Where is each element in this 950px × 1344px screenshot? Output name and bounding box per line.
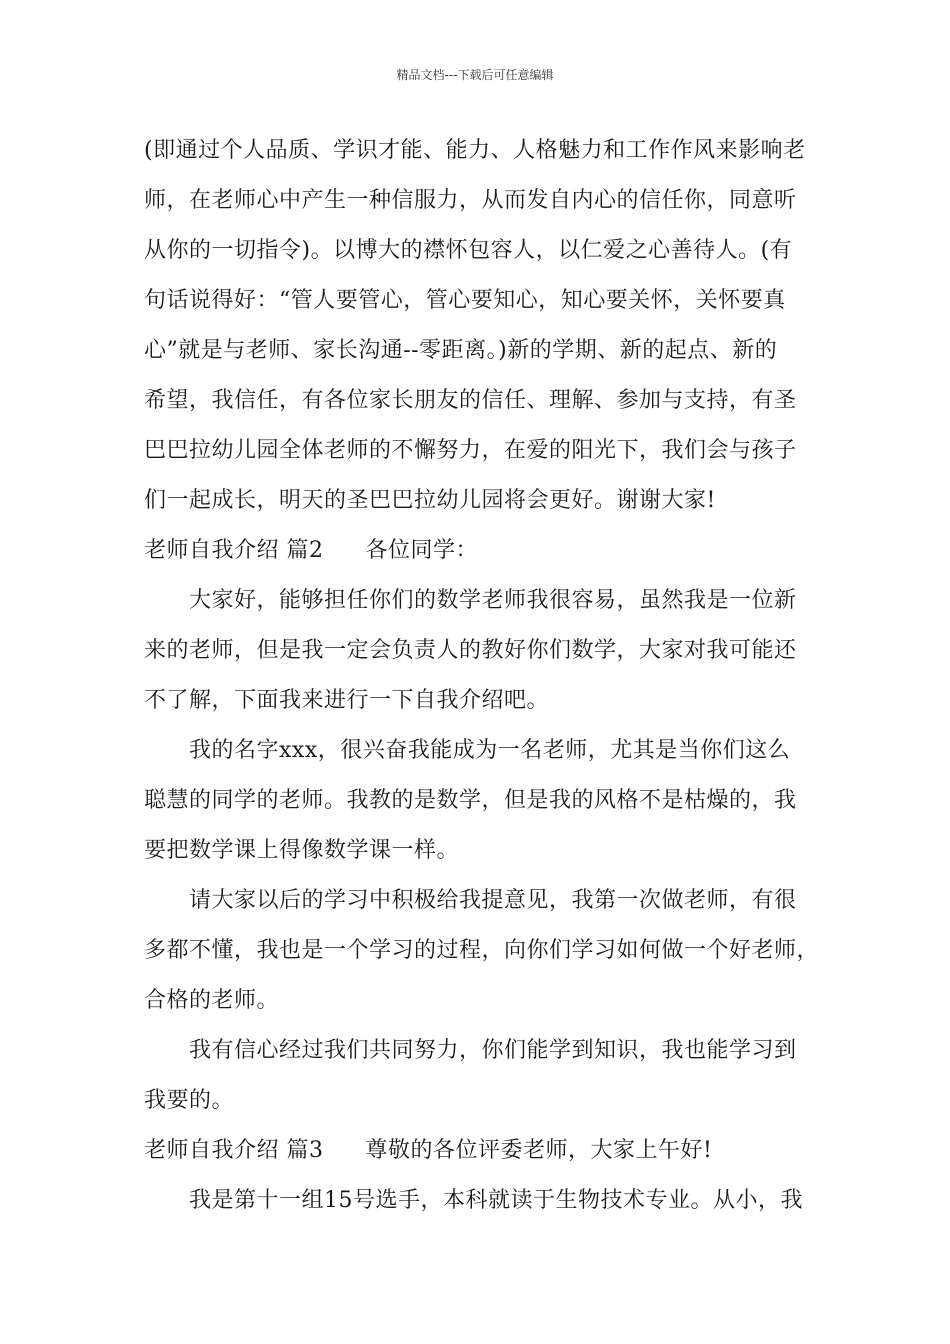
paragraph-line: 多都不懂，我也是一个学习的过程，向你们学习如何做一个好老师，: [144, 938, 820, 963]
paragraph-line: 合格的老师。: [144, 988, 280, 1013]
paragraph-line: 心”就是与老师、家长沟通--零距离。)新的学期、新的起点、新的: [144, 338, 778, 363]
section-heading-line: [144, 526, 824, 576]
paragraph-line: 我有信心经过我们共同努力，你们能学到知识，我也能学习到: [189, 1038, 797, 1063]
paragraph-line: 不了解，下面我来进行一下自我介绍吧。: [144, 688, 550, 713]
section-3-greeting: 尊敬的各位评委老师，大家上午好!: [365, 1138, 713, 1163]
document-body: [144, 126, 824, 1226]
section-heading-line: [144, 1126, 824, 1176]
paragraph-line: 大家好，能够担任你们的数学老师我很容易，虽然我是一位新: [189, 588, 797, 613]
paragraph-line: 希望，我信任，有各位家长朋友的信任、理解、参加与支持，有圣: [144, 388, 797, 413]
page-header: 精品文档---下载后可任意编辑: [396, 68, 554, 82]
paragraph-line: 我要的。: [144, 1088, 235, 1113]
paragraph-line: 要把数学课上得像数学课一样。: [144, 838, 460, 863]
section-2-greeting: 各位同学：: [365, 538, 479, 563]
paragraph-line: 师，在老师心中产生一种信服力，从而发自内心的信任你，同意听: [144, 188, 797, 213]
paragraph-line: 我是第十一组15号选手，本科就读于生物技术专业。从小，我: [189, 1188, 803, 1213]
paragraph-line: 巴巴拉幼儿园全体老师的不懈努力，在爱的阳光下，我们会与孩子: [144, 438, 797, 463]
paragraph-line: 们一起成长，明天的圣巴巴拉幼儿园将会更好。谢谢大家!: [144, 488, 716, 513]
paragraph-line: 聪慧的同学的老师。我教的是数学，但是我的风格不是枯燥的，我: [144, 788, 797, 813]
section-2-heading: 老师自我介绍 篇2: [144, 538, 324, 563]
paragraph-line: 句话说得好：“管人要管心，管心要知心，知心要关怀，关怀要真: [144, 288, 786, 313]
section-3-heading: 老师自我介绍 篇3: [144, 1138, 324, 1163]
paragraph-line: 请大家以后的学习中积极给我提意见，我第一次做老师，有很: [189, 888, 797, 913]
paragraph-line: 我的名字xxx，很兴奋我能成为一名老师，尤其是当你们这么: [189, 738, 791, 763]
paragraph-line: 来的老师，但是我一定会负责人的教好你们数学，大家对我可能还: [144, 638, 797, 663]
paragraph-line: 从你的一切指令)。以博大的襟怀包容人，以仁爱之心善待人。(有: [144, 238, 793, 263]
paragraph-line: (即通过个人品质、学识才能、能力、人格魅力和工作作风来影响老: [144, 138, 806, 163]
